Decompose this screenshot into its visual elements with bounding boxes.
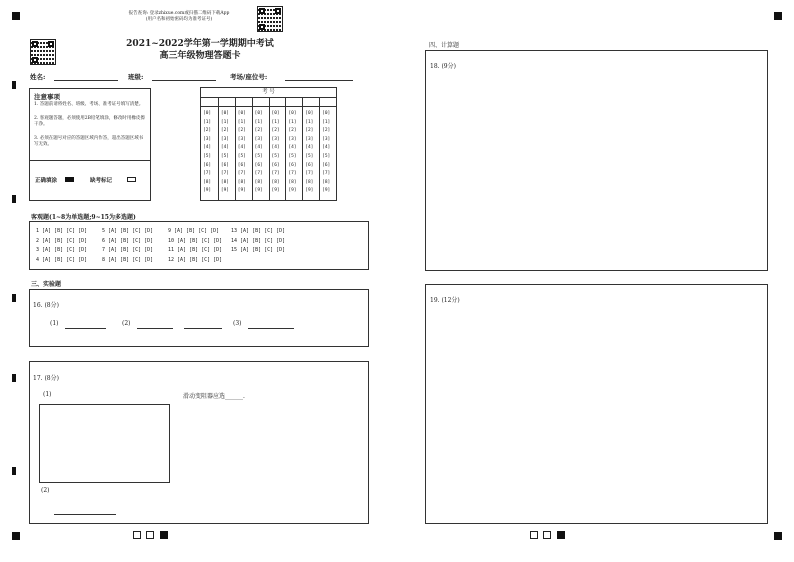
exam-number-column [319, 97, 336, 200]
q16-answer2[interactable] [137, 328, 173, 329]
exam-number-column [302, 97, 319, 200]
exam-number-digit[interactable]: [1] [237, 119, 246, 125]
page-marker-box [543, 531, 551, 539]
page-marker-fill [557, 531, 565, 539]
exam-number-digit[interactable]: [2] [305, 128, 314, 134]
q16-part2-label: (2) [122, 320, 131, 327]
q16-part1-label: (1) [50, 320, 59, 327]
exam-number-digit[interactable]: [4] [271, 145, 280, 151]
exam-number-digit[interactable]: [5] [288, 154, 297, 159]
correct-fill-label: 正确填涂 [35, 178, 58, 184]
exam-number-digit[interactable]: [0] [237, 111, 246, 116]
exam-number-digit[interactable]: [8] [254, 179, 263, 185]
objective-question-row[interactable]: 11 [A] [B] [C] [D] [168, 247, 223, 253]
objective-title: 客观题(1~8为单选题;9~15为多选题) [31, 214, 136, 221]
exam-number-digit[interactable]: [7] [322, 171, 331, 177]
page-title [120, 38, 280, 62]
exam-number-digit[interactable]: [9] [288, 188, 297, 194]
q16-box [29, 289, 369, 347]
exam-number-digit[interactable]: [7] [288, 171, 297, 177]
side-mark [12, 294, 16, 302]
notes-item-1: 1. 答题前请将姓名、班级、考场、准考证号填写清楚。 [34, 102, 144, 107]
exam-number-digit[interactable]: [2] [203, 128, 212, 134]
exam-number-digit[interactable]: [3] [322, 136, 331, 142]
q17-answer2[interactable] [54, 514, 116, 515]
exam-number-digit[interactable]: [3] [305, 136, 314, 142]
title-line2: 高三年级物理答题卡 [159, 51, 241, 61]
exam-number-digit[interactable]: [6] [288, 162, 297, 168]
exam-number-digit[interactable]: [0] [220, 111, 230, 116]
exam-number-digit[interactable]: [1] [288, 119, 297, 125]
objective-question-row[interactable]: 14 [A] [B] [C] [D] [231, 237, 286, 244]
objective-question-row[interactable]: 12 [A] [B] [C] [D] [168, 256, 223, 263]
q16-answer3[interactable] [248, 328, 294, 329]
corner-mark-top-right [774, 12, 782, 20]
exam-number-digit[interactable]: [7] [305, 171, 314, 177]
exam-number-digit[interactable]: [0] [288, 111, 297, 116]
exam-number-digit[interactable]: [2] [237, 128, 246, 134]
side-mark [12, 195, 16, 203]
exam-number-digit[interactable]: [0] [271, 111, 280, 116]
exam-number-digit[interactable]: [5] [305, 154, 314, 159]
page-marker-box [146, 531, 154, 539]
exam-number-column [285, 97, 302, 200]
q17-part1-label: (1) [43, 391, 52, 398]
exam-number-digit[interactable]: [7] [237, 171, 246, 177]
objective-question-row[interactable]: 9 [A] [B] [C] [D] [168, 228, 220, 234]
objective-question-row[interactable]: 10 [A] [B] [C] [D] [168, 237, 223, 244]
exam-number-digit[interactable]: [8] [305, 179, 314, 185]
report-notice [108, 11, 250, 23]
exam-number-digit[interactable]: [1] [271, 119, 280, 125]
corner-mark-bottom-right [774, 532, 782, 540]
exam-number-digit[interactable]: [1] [254, 119, 263, 125]
notes-item-3: 3. 必须在题号对应的答题区域内作答，超出答题区域书写无效。 [34, 136, 144, 147]
exam-number-digit[interactable]: [5] [254, 154, 263, 159]
exam-number-column [252, 97, 269, 200]
corner-mark-bottom-left [12, 532, 20, 540]
q16-part3-label: (3) [233, 320, 242, 327]
exam-number-digit[interactable]: [4] [288, 145, 297, 151]
q17-box [29, 361, 369, 524]
exam-number-digit[interactable]: [9] [254, 188, 263, 194]
exam-number-digit[interactable]: [2] [254, 128, 263, 134]
objective-question-row[interactable]: 7 [A] [B] [C] [D] [102, 247, 154, 253]
objective-question-row[interactable]: 2 [A] [B] [C] [D] [36, 237, 88, 244]
exam-number-digit[interactable]: [4] [322, 145, 331, 151]
absent-mark-label: 缺考标记 [90, 178, 113, 184]
report-notice-line2: (用户名和初始密码均为准考证号) [145, 17, 213, 22]
correct-fill-sample [65, 177, 74, 182]
exam-number-digit[interactable]: [8] [322, 179, 331, 185]
exam-number-digit[interactable]: [7] [254, 171, 263, 177]
class-label: 班级: [128, 73, 144, 81]
exam-number-digit[interactable]: [5] [220, 154, 230, 159]
exam-number-digit[interactable]: [8] [237, 179, 246, 185]
q16-answer1[interactable] [65, 328, 106, 329]
exam-number-digit[interactable]: [3] [237, 136, 246, 142]
exam-number-column [201, 97, 218, 200]
q19-label: 19. (12分) [430, 297, 460, 304]
exam-number-grid [200, 87, 337, 201]
exam-number-digit[interactable]: [9] [271, 188, 280, 194]
exam-number-digit[interactable]: [7] [203, 171, 212, 177]
notes-item-2: 2. 客观题答题，必须使用2B铅笔填涂，修改时用橡皮擦干净。 [34, 116, 145, 127]
exam-number-digit[interactable]: [4] [254, 145, 263, 151]
exam-number-column [218, 97, 235, 200]
exam-number-digit[interactable]: [3] [220, 136, 230, 142]
exam-number-digit[interactable]: [6] [271, 162, 280, 168]
exam-number-digit[interactable]: [5] [271, 154, 280, 159]
exam-number-digit[interactable]: [5] [203, 154, 212, 159]
objective-question-row[interactable]: 1 [A] [B] [C] [D] [36, 228, 88, 234]
exam-number-digit[interactable]: [7] [220, 171, 230, 177]
exam-number-digit[interactable]: [8] [220, 179, 230, 185]
q18-label: 18. (9分) [430, 63, 456, 70]
objective-question-row[interactable]: 3 [A] [B] [C] [D] [36, 247, 88, 253]
exam-number-digit[interactable]: [6] [237, 162, 246, 168]
exam-number-digit[interactable]: [6] [220, 162, 230, 168]
objective-question-row[interactable]: 4 [A] [B] [C] [D] [36, 256, 88, 263]
report-notice-line1: 报告查询: 登录zhixue.com或扫描二维码下载App [128, 11, 230, 16]
exam-number-digit[interactable]: [9] [220, 188, 230, 194]
page-marker-box [133, 531, 141, 539]
exam-number-digit[interactable]: [1] [203, 119, 212, 125]
notes-box [29, 88, 151, 201]
exam-number-digit[interactable]: [2] [220, 128, 230, 134]
exam-number-digit[interactable]: [3] [254, 136, 263, 142]
exam-number-digit[interactable]: [1] [220, 119, 230, 125]
exam-number-digit[interactable]: [1] [322, 119, 331, 125]
exam-number-digit[interactable]: [6] [305, 162, 314, 168]
absent-mark-box[interactable] [127, 177, 136, 182]
corner-mark-top-left [12, 12, 20, 20]
exam-number-digit[interactable]: [8] [271, 179, 280, 185]
title-line1: 2021~2022学年第一学期期中考试 [126, 39, 274, 49]
page-marker-fill [160, 531, 168, 539]
side-mark [12, 81, 16, 89]
side-mark [12, 467, 16, 475]
exam-number-digit[interactable]: [6] [254, 162, 263, 168]
exam-number-digit[interactable]: [8] [203, 179, 212, 185]
exam-number-digit[interactable]: [5] [237, 154, 246, 159]
seat-field[interactable] [285, 80, 353, 81]
side-mark [12, 374, 16, 382]
experiment-section-title: 三、实验题 [31, 281, 62, 288]
seat-label: 考场/座位号: [230, 73, 268, 81]
exam-number-digit[interactable]: [2] [288, 128, 297, 134]
exam-number-digit[interactable]: [2] [271, 128, 280, 134]
objective-box [29, 221, 369, 270]
qr-code-app [257, 6, 283, 32]
objective-question-row[interactable]: 13 [A] [B] [C] [D] [231, 228, 286, 234]
exam-number-column [235, 97, 252, 200]
objective-question-row[interactable]: 8 [A] [B] [C] [D] [102, 256, 154, 263]
exam-number-title: 考 号 [201, 88, 336, 98]
objective-question-row[interactable]: 15 [A] [B] [C] [D] [231, 247, 286, 253]
exam-number-digit[interactable]: [6] [203, 162, 212, 168]
exam-number-digit[interactable]: [9] [305, 188, 314, 194]
q16-label: 16. (8分) [33, 302, 59, 309]
exam-number-digit[interactable]: [0] [322, 111, 331, 116]
name-field[interactable] [54, 80, 118, 81]
exam-number-digit[interactable]: [3] [288, 136, 297, 142]
exam-number-digit[interactable]: [2] [322, 128, 331, 134]
qr-code-student [30, 39, 56, 65]
exam-number-digit[interactable]: [0] [203, 111, 212, 116]
exam-number-digit[interactable]: [4] [305, 145, 314, 151]
calculation-section-title: 四、计算题 [429, 42, 460, 49]
exam-number-digit[interactable]: [8] [288, 179, 297, 185]
exam-number-digit[interactable]: [0] [305, 111, 314, 116]
exam-number-digit[interactable]: [9] [322, 188, 331, 194]
exam-number-digit[interactable]: [1] [305, 119, 314, 125]
exam-number-digit[interactable]: [4] [237, 145, 246, 151]
exam-number-digit[interactable]: [0] [254, 111, 263, 116]
notes-title: 注意事项 [34, 93, 60, 101]
q16-answer2b[interactable] [184, 328, 222, 329]
exam-number-digit[interactable]: [5] [322, 154, 331, 159]
q19-box[interactable] [425, 284, 768, 524]
exam-number-digit[interactable]: [9] [237, 188, 246, 194]
exam-number-digit[interactable]: [6] [322, 162, 331, 168]
exam-number-digit[interactable]: [9] [203, 188, 212, 194]
name-label: 姓名: [30, 73, 46, 81]
page-marker-box [530, 531, 538, 539]
q17-rheostat-text: 滑动变阻器应选______. [183, 393, 245, 400]
exam-number-column [269, 97, 286, 200]
objective-question-row[interactable]: 5 [A] [B] [C] [D] [102, 228, 154, 234]
objective-question-row[interactable]: 6 [A] [B] [C] [D] [102, 237, 154, 244]
q17-part2-label: (2) [41, 487, 50, 494]
exam-number-digit[interactable]: [4] [203, 145, 212, 151]
class-field[interactable] [152, 80, 216, 81]
q17-label: 17. (8分) [33, 375, 59, 382]
q17-circuit-drawing-area[interactable] [39, 404, 170, 483]
exam-number-digit[interactable]: [3] [271, 136, 280, 142]
exam-number-digit[interactable]: [3] [203, 136, 212, 142]
exam-number-digit[interactable]: [7] [271, 171, 280, 177]
exam-number-digit[interactable]: [4] [220, 145, 230, 151]
q18-box[interactable] [425, 50, 768, 271]
